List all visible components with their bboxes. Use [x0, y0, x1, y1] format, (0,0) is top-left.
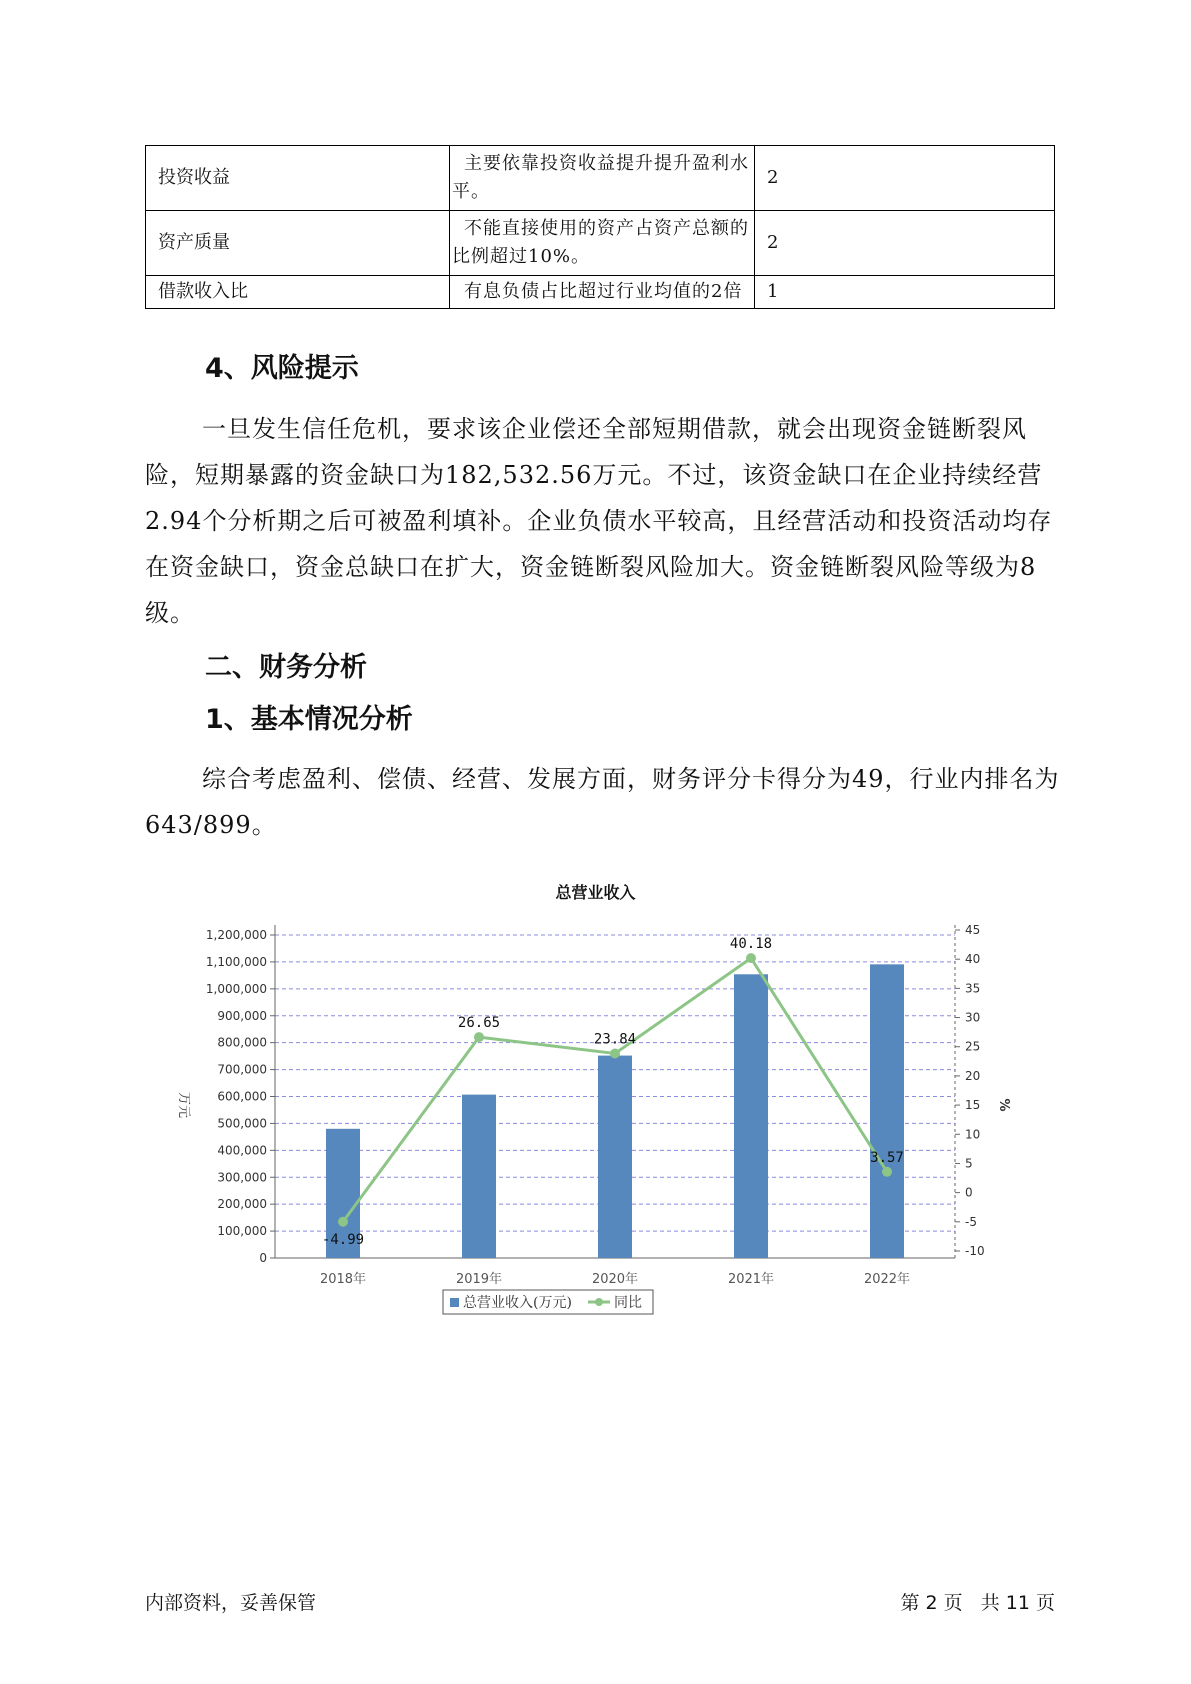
- table-cell-name: 借款收入比: [146, 276, 450, 309]
- heading-finance: 二、财务分析: [205, 652, 367, 683]
- table-cell-score: 2: [755, 211, 1055, 276]
- y2-tick-label: 45: [965, 923, 981, 937]
- y-tick-label: 400,000: [217, 1143, 267, 1158]
- footer-left: 内部资料，妥善保管: [145, 1592, 317, 1614]
- x-tick-label: 2020年: [591, 1272, 639, 1287]
- y-tick-label: 500,000: [217, 1116, 267, 1131]
- table-cell-desc: 不能直接使用的资产占资产总额的比例超过10%。: [450, 211, 755, 276]
- paragraph-risk: 一旦发生信任危机，要求该企业偿还全部短期借款，就会出现资金链断裂风险，短期暴露的资金缺口为182,532.56万元。不过，该资金缺口在企业持续经营 2.94个分析期之后可被盈利填补。企业负债水平较高，且经营活动和投资活动均存在资金缺口，资金总缺口在扩大，资金链断裂风险加大。资金链断裂风险等级为8级。: [145, 415, 1053, 627]
- indicator-table: [145, 145, 1055, 309]
- line-point: [882, 1167, 892, 1177]
- paragraph-basic: 综合考虑盈利、偿债、经营、发展方面，财务评分卡得分为49，行业内排名为643/899。: [145, 765, 1060, 839]
- revenue-chart: [160, 905, 1020, 1325]
- y-tick-label: 1,000,000: [205, 981, 267, 996]
- data-label: 40.18: [729, 936, 773, 953]
- bar: [462, 1095, 496, 1258]
- table-cell-desc: 有息负债占比超过行业均值的2倍: [450, 276, 755, 309]
- y-tick-label: 1,200,000: [205, 928, 267, 942]
- y2-tick-label: 0: [965, 1185, 973, 1200]
- y2-tick-label: 35: [965, 981, 981, 996]
- heading-basic: 1、基本情况分析: [205, 704, 413, 735]
- y-tick-label: 800,000: [217, 1035, 267, 1050]
- data-label: 3.57: [870, 1149, 904, 1166]
- y2-axis-title: %: [996, 1098, 1011, 1112]
- table-row: [146, 211, 1055, 276]
- line-point: [338, 1217, 348, 1227]
- y2-tick-label: 30: [965, 1010, 981, 1025]
- y-tick-label: 700,000: [217, 1062, 267, 1077]
- y-axis-title: 万元: [176, 1091, 191, 1119]
- line-point: [474, 1032, 484, 1042]
- y-tick-label: 1,100,000: [205, 954, 267, 969]
- legend-swatch-bar: [450, 1298, 459, 1307]
- table-cell-score: 2: [755, 146, 1055, 211]
- y2-tick-label: 25: [965, 1039, 981, 1054]
- y2-tick-label: 10: [965, 1127, 981, 1142]
- y-tick-label: 200,000: [217, 1197, 267, 1212]
- legend-label-bar: 总营业收入(万元): [463, 1295, 572, 1311]
- bar: [598, 1056, 632, 1258]
- y-tick-label: 100,000: [217, 1224, 267, 1239]
- y-tick-label: 300,000: [217, 1170, 267, 1185]
- y2-tick-label: 20: [965, 1068, 981, 1083]
- y-tick-label: 900,000: [217, 1008, 267, 1023]
- x-tick-label: 2019年: [455, 1272, 503, 1287]
- legend-swatch-point: [595, 1298, 603, 1306]
- y-tick-label: 600,000: [217, 1089, 267, 1104]
- bar: [870, 964, 904, 1258]
- table-row: [146, 276, 1055, 309]
- table-cell-name: 投资收益: [146, 146, 450, 211]
- x-tick-label: 2022年: [863, 1272, 911, 1287]
- line-point: [610, 1048, 620, 1058]
- data-label: 26.65: [457, 1015, 501, 1032]
- table-row: [146, 146, 1055, 211]
- heading-risk: 4、风险提示: [205, 353, 359, 384]
- x-tick-label: 2018年: [319, 1272, 367, 1287]
- data-label: -4.99: [321, 1231, 365, 1248]
- y2-tick-label: -5: [965, 1214, 977, 1229]
- legend-label-line: 同比: [614, 1295, 642, 1311]
- y2-tick-label: 5: [965, 1156, 973, 1171]
- x-tick-label: 2021年: [727, 1272, 775, 1287]
- y2-tick-label: 15: [965, 1098, 981, 1113]
- table-cell-desc: 主要依靠投资收益提升提升盈利水平。: [450, 146, 755, 211]
- y2-tick-label: 40: [965, 952, 981, 967]
- data-label: 23.84: [593, 1031, 637, 1048]
- bar: [734, 974, 768, 1258]
- y-tick-label: 0: [259, 1251, 267, 1265]
- line-point: [746, 953, 756, 963]
- y2-tick-label: -10: [965, 1244, 985, 1258]
- table-cell-name: 资产质量: [146, 211, 450, 276]
- table-cell-score: 1: [755, 276, 1055, 309]
- footer-page-number: 第 2 页 共 11 页: [900, 1592, 1055, 1614]
- chart-title: 总营业收入: [555, 883, 636, 902]
